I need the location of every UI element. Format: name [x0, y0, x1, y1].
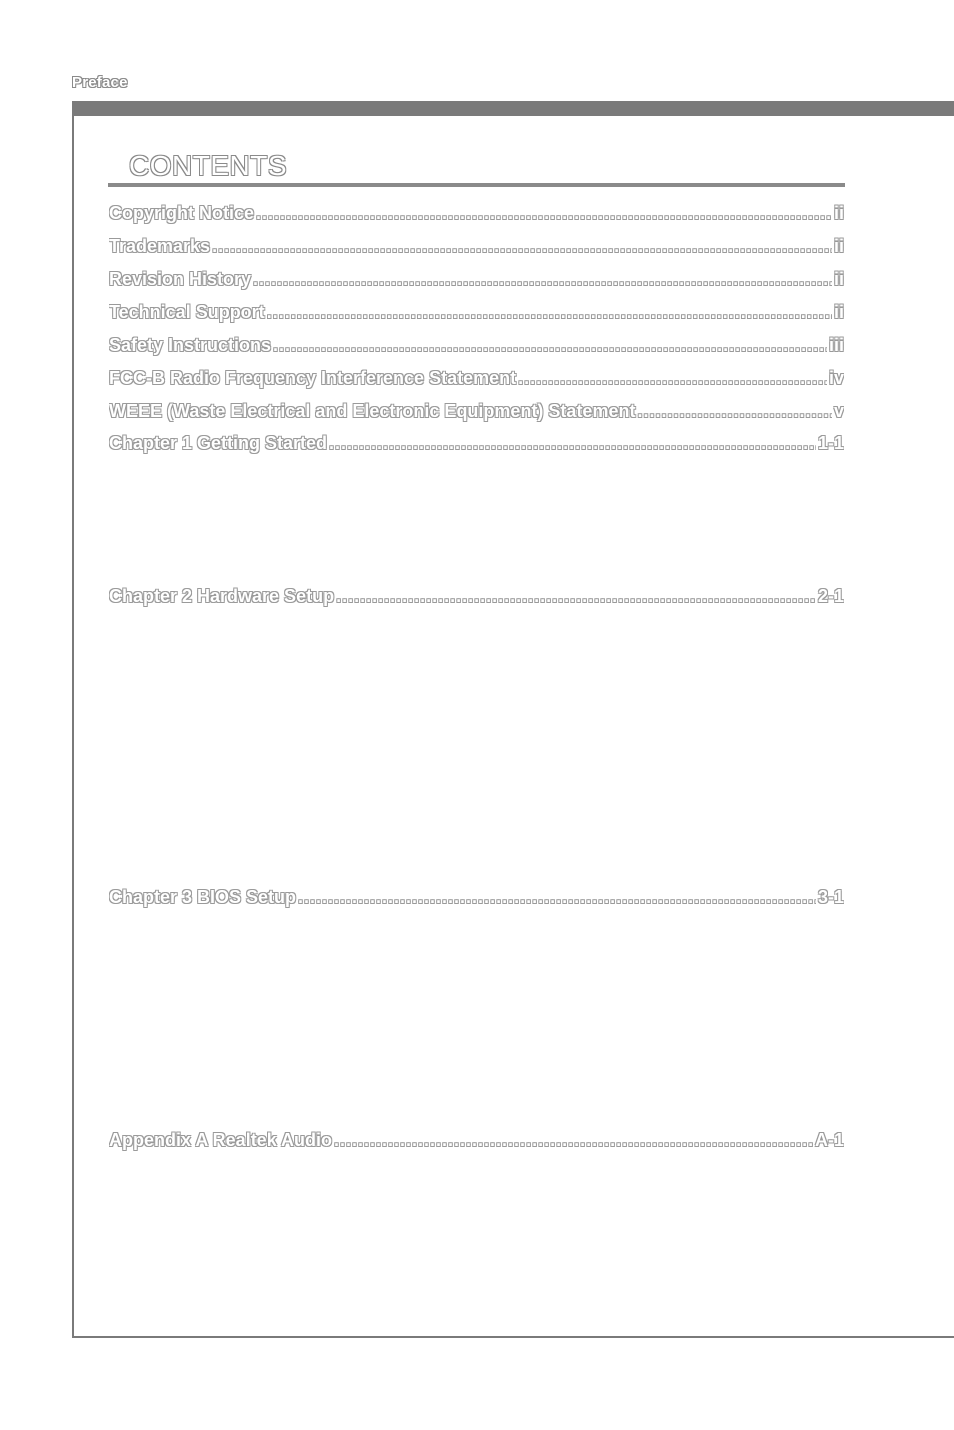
toc-entry-title: Revision History: [109, 269, 252, 289]
toc-dot-leader: [273, 335, 827, 356]
toc-dot-leader: [212, 236, 832, 257]
toc-entry-chapter-3[interactable]: [109, 887, 844, 911]
toc-page-number: iii: [828, 335, 844, 355]
toc-entry-title: Chapter 2 Hardware Setup: [109, 586, 335, 606]
toc-entry-title: Chapter 3 BIOS Setup: [109, 887, 297, 907]
toc-entry-title: WEEE (Waste Electrical and Electronic Equipment) Statement: [109, 401, 636, 421]
toc-entry-title: Trademarks: [109, 236, 211, 256]
toc-entry-chapter-2[interactable]: [109, 586, 844, 610]
toc-entry-fcc-b-statement[interactable]: [109, 368, 844, 392]
section-label: Preface: [72, 74, 128, 91]
toc-page-number: 3-1: [817, 887, 844, 907]
toc-page-number: A-1: [814, 1130, 844, 1150]
toc-entry-title: FCC-B Radio Frequency Interference Statement: [109, 368, 517, 388]
toc-entry-title: Appendix A Realtek Audio: [109, 1130, 333, 1150]
toc-entry-appendix-a[interactable]: [109, 1130, 844, 1154]
toc-dot-leader: [637, 401, 832, 422]
contents-heading: CONTENTS: [129, 150, 287, 181]
toc-entry-title: Chapter 1 Getting Started: [109, 433, 328, 453]
toc-dot-leader: [256, 203, 832, 224]
toc-entry-technical-support[interactable]: [109, 302, 844, 326]
toc-dot-leader: [329, 433, 816, 454]
toc-page-number: 1-1: [817, 433, 844, 453]
toc-entry-title: Copyright Notice: [109, 203, 255, 223]
toc-page-number: 2-1: [817, 586, 844, 606]
toc-dot-leader: [518, 368, 827, 389]
toc-page-number: iv: [828, 368, 844, 388]
toc-page-number: ii: [833, 269, 844, 289]
toc-page-number: ii: [833, 302, 844, 322]
toc-dot-leader: [336, 586, 816, 607]
toc-entry-copyright[interactable]: [109, 203, 844, 227]
toc-entry-revision-history[interactable]: [109, 269, 844, 293]
toc-dot-leader: [253, 269, 832, 290]
toc-entry-safety-instructions[interactable]: [109, 335, 844, 359]
toc-page-number: v: [833, 401, 844, 421]
left-margin-rule: [72, 101, 74, 1338]
toc-entry-chapter-1[interactable]: [109, 433, 844, 457]
toc-dot-leader: [298, 887, 816, 908]
toc-dot-leader: [334, 1130, 813, 1151]
toc-dot-leader: [267, 302, 832, 323]
toc-page-number: ii: [833, 203, 844, 223]
heading-underline: [108, 183, 845, 187]
header-bar: [72, 101, 954, 116]
toc-page-number: ii: [833, 236, 844, 256]
toc-entry-weee-statement[interactable]: [109, 401, 844, 425]
toc-entry-trademarks[interactable]: [109, 236, 844, 260]
toc-entry-title: Safety Instructions: [109, 335, 272, 355]
toc-entry-title: Technical Support: [109, 302, 265, 322]
bottom-rule: [72, 1336, 954, 1338]
